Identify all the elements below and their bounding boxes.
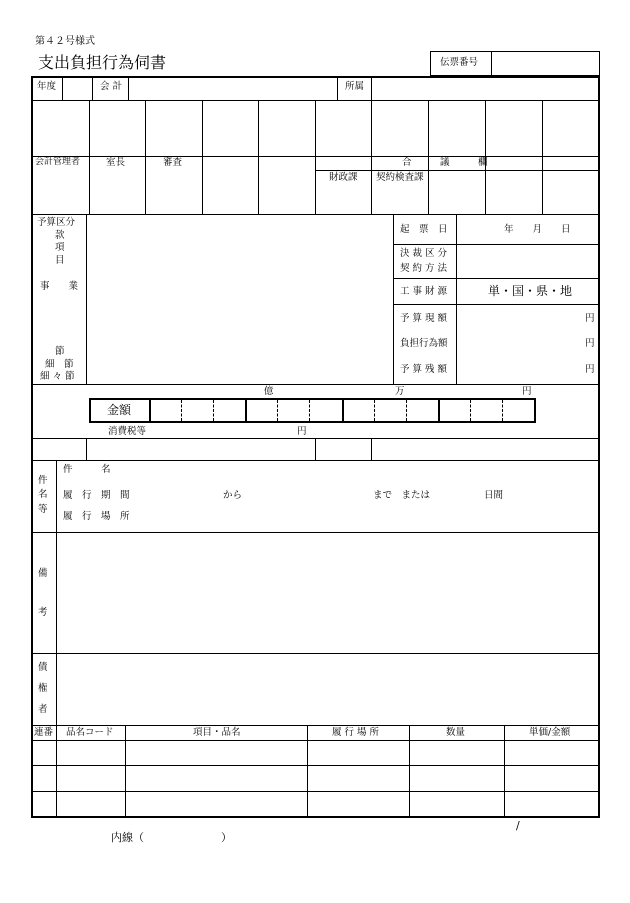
budget-detail-field[interactable] (88, 216, 391, 382)
subject-side-label-2: 名 (38, 489, 48, 500)
department-field[interactable] (373, 78, 597, 98)
examination-label: 審査 (163, 157, 183, 168)
footer-slash: / (516, 819, 520, 832)
subject-name-label: 件 名 (63, 464, 111, 475)
jigyou-label: 事 業 (40, 281, 79, 292)
saisaisetsu-label: 細 々 節 (40, 371, 75, 382)
subject-side-label-3: 等 (38, 504, 48, 515)
man-unit-label: 万 (395, 386, 405, 397)
construction-funds-label: 工 事 財 源 (400, 286, 448, 297)
oku-unit-label: 億 (264, 386, 274, 397)
remarks-char-2: 考 (38, 607, 48, 618)
contract-method-label: 契 約 方 法 (400, 263, 448, 274)
commitment-amount-label: 負担行為額 (400, 338, 448, 349)
period-days-label: 日間 (484, 490, 504, 501)
kan-label: 款 (55, 230, 65, 241)
draft-date-field[interactable]: 年 月 日 (504, 224, 571, 235)
fiscal-year-label: 年度 (37, 81, 57, 92)
amount-label: 金額 (107, 403, 132, 417)
finance-division-label: 財政課 (329, 172, 358, 183)
contract-inspection-label: 契約検査課 (376, 172, 424, 183)
kou-label: 項 (55, 242, 65, 253)
consumption-tax-yen: 円 (297, 426, 307, 437)
remarks-char-1: 備 (38, 568, 48, 579)
account-label: 会 計 (100, 81, 123, 92)
budget-remaining-label: 予 算 残 額 (400, 364, 448, 375)
setsu-label: 節 (55, 346, 65, 357)
decision-class-field[interactable] (458, 246, 598, 276)
consultation-column-label: 合 議 欄 (402, 157, 488, 168)
budget-current-yen: 円 (585, 313, 595, 324)
budget-remaining-yen: 円 (585, 364, 595, 375)
fiscal-year-field[interactable] (64, 78, 90, 98)
performance-place-field[interactable] (140, 508, 597, 526)
slip-number-field[interactable] (493, 53, 598, 74)
creditor-field[interactable] (58, 655, 597, 723)
col-header-unit-price: 単価/金額 (529, 727, 571, 738)
remarks-field[interactable] (58, 534, 597, 651)
department-label: 所属 (345, 81, 365, 92)
section-chief-label: 室長 (106, 157, 126, 168)
performance-period-label: 履 行 期 間 (63, 490, 130, 501)
period-until-or-label: まで または (373, 490, 431, 501)
creditor-char-2: 権 (38, 683, 48, 694)
table-row[interactable] (33, 793, 598, 815)
budget-classification-label: 予算区分 (37, 217, 76, 228)
col-header-item-code: 品名コード (66, 727, 114, 738)
accounting-manager-label: 会計管理者 (35, 157, 81, 167)
col-header-place: 履 行 場 所 (332, 727, 380, 738)
creditor-char-3: 者 (38, 704, 48, 715)
col-header-quantity: 数量 (446, 727, 466, 738)
slip-number-label: 伝票番号 (440, 57, 479, 68)
consumption-tax-label: 消費税等 (108, 426, 147, 437)
col-header-serial: 連番 (34, 727, 54, 738)
amount-digits-field[interactable] (151, 400, 534, 421)
moku-label: 目 (55, 255, 65, 266)
budget-current-label: 予 算 現 額 (400, 313, 448, 324)
account-field[interactable] (130, 78, 335, 98)
decision-class-label: 決 裁 区 分 (400, 248, 448, 259)
subject-name-field[interactable] (140, 462, 597, 478)
performance-place-label: 履 行 場 所 (63, 511, 130, 522)
draft-date-label: 起 票 日 (400, 224, 448, 235)
form-number: 第４２号様式 (35, 36, 95, 47)
col-header-item-name: 項目・品名 (193, 727, 241, 738)
commitment-amount-yen: 円 (585, 338, 595, 349)
saisetsu-label: 細 節 (45, 359, 74, 370)
extension-line[interactable]: 内線（ ） (111, 831, 232, 844)
subject-side-label-1: 件 (38, 475, 48, 486)
creditor-char-1: 債 (38, 662, 48, 673)
yen-unit-label: 円 (522, 386, 532, 397)
table-row[interactable] (33, 767, 598, 789)
form-title: 支出負担行為伺書 (38, 53, 167, 72)
period-from-label: から (223, 490, 243, 501)
construction-funds-options[interactable]: 単・国・県・地 (488, 284, 573, 298)
table-row[interactable] (33, 742, 598, 763)
